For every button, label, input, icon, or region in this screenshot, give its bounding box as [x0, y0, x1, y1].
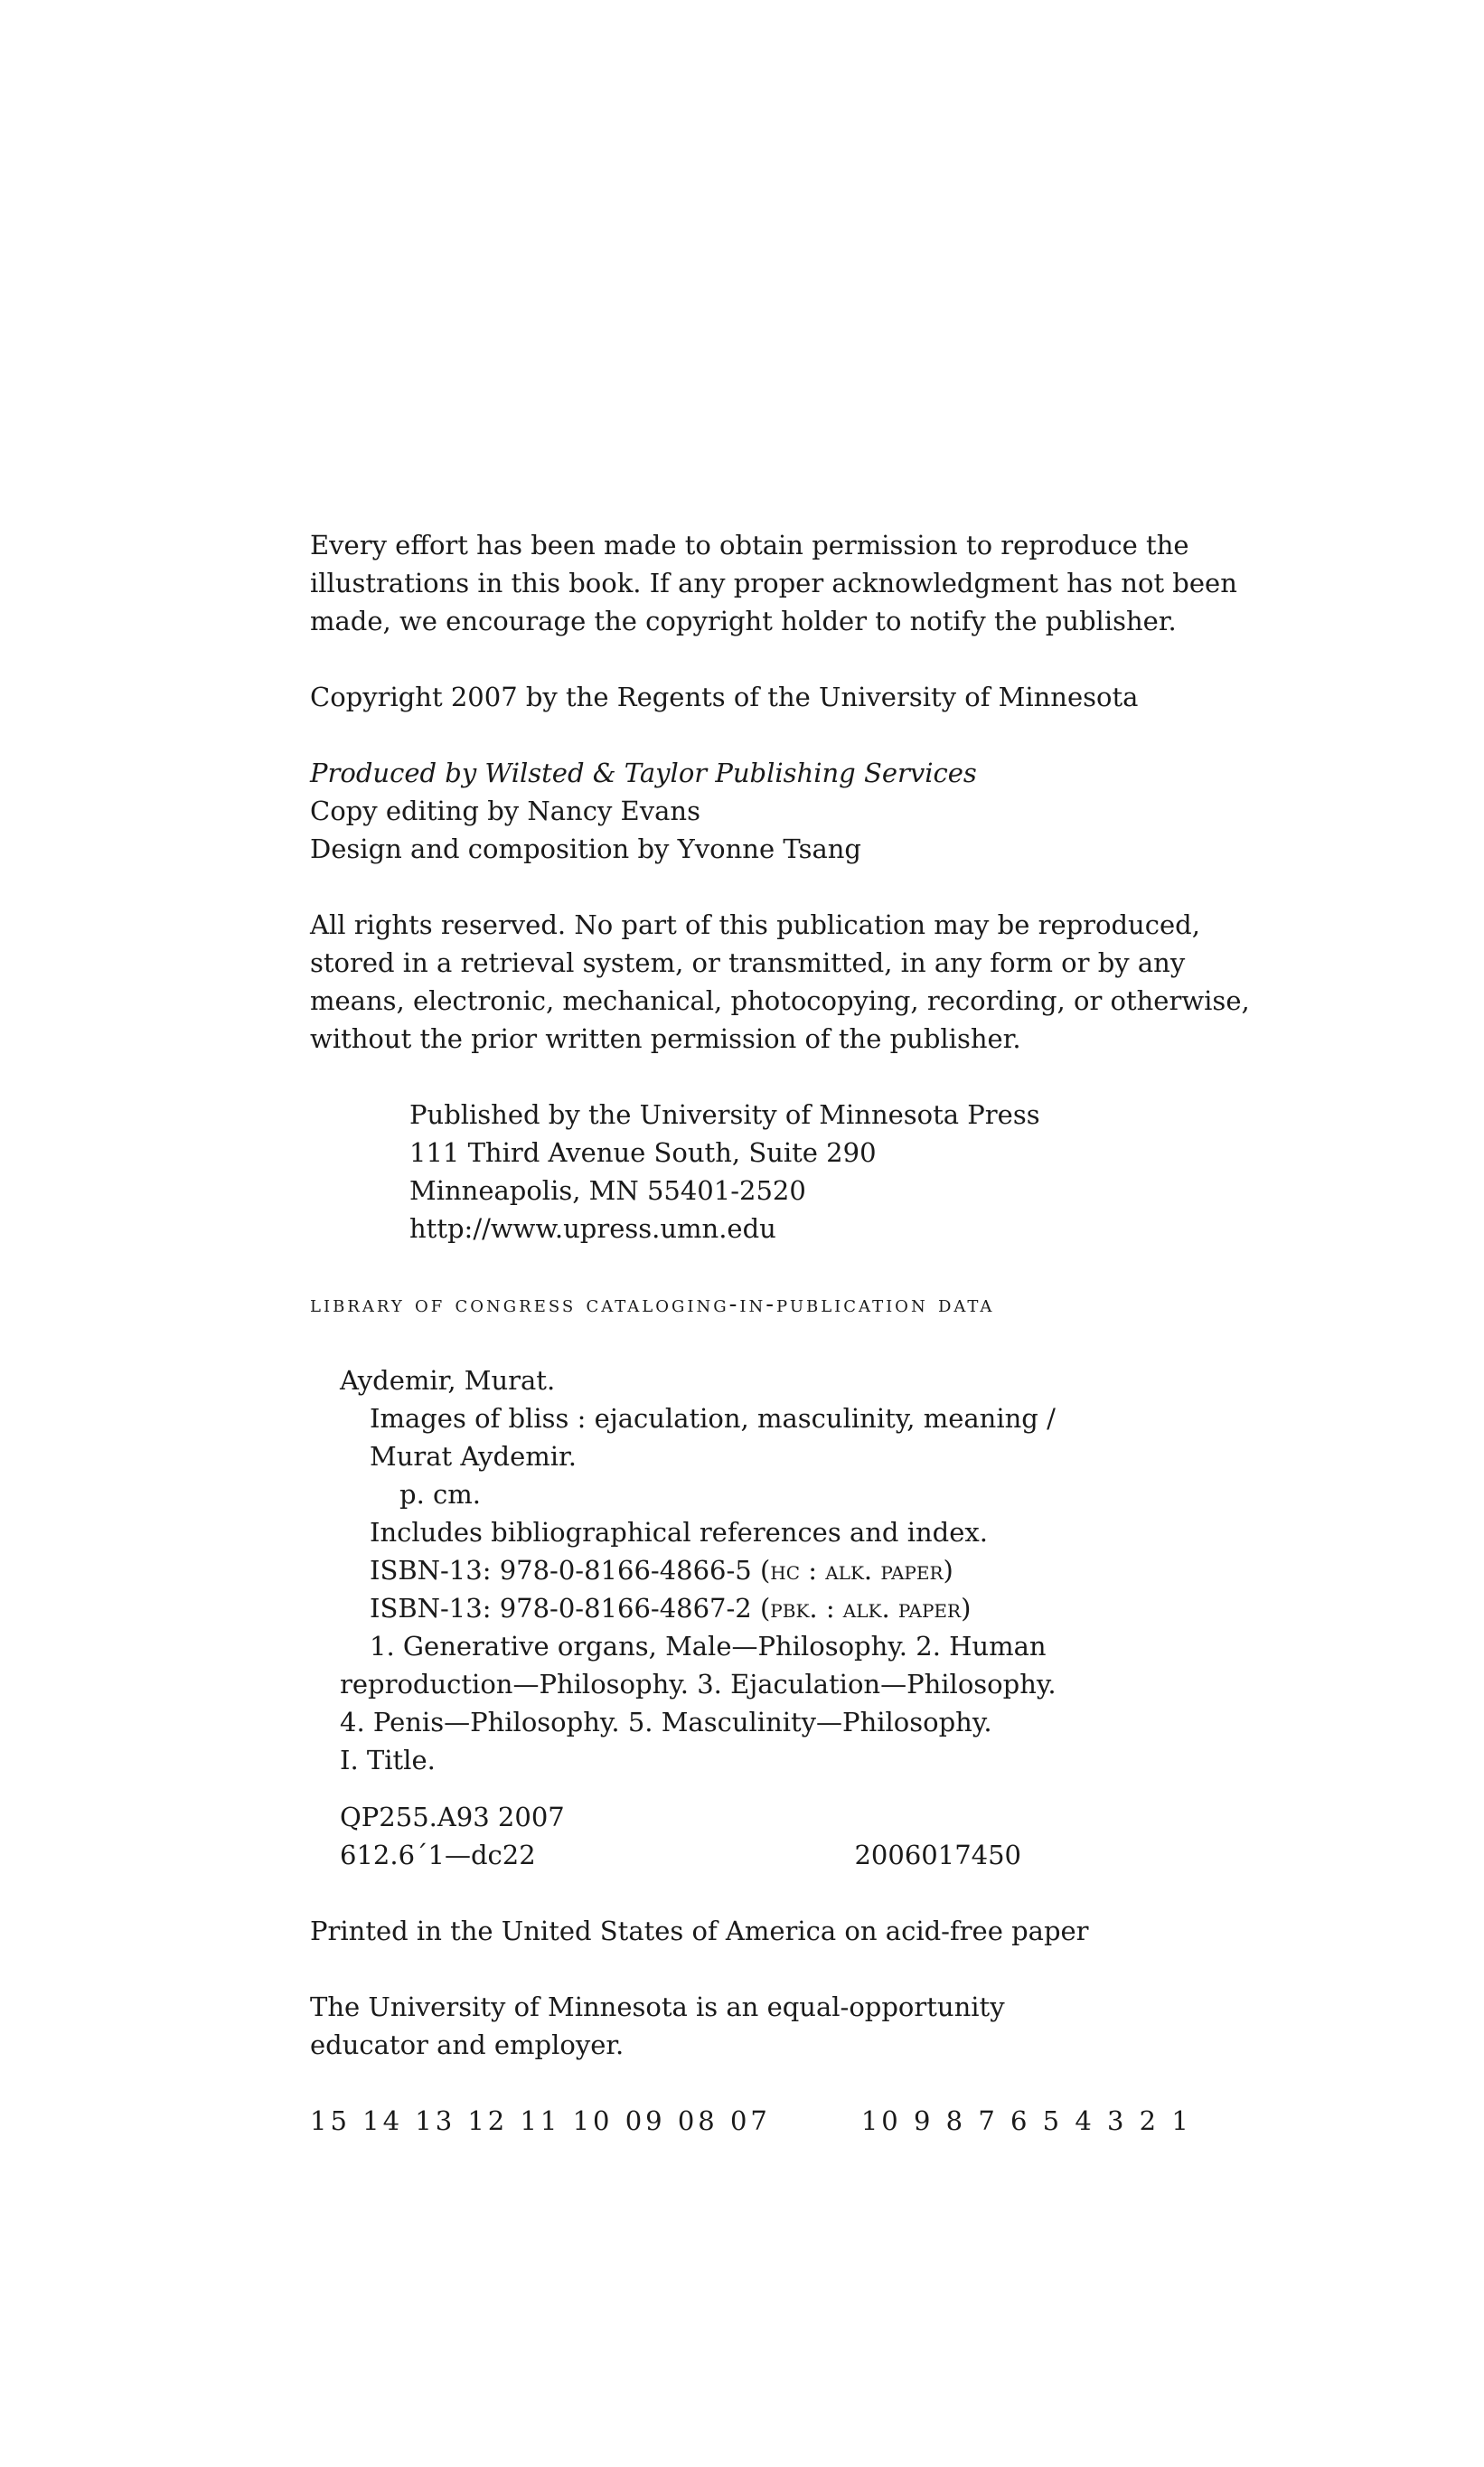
publisher-city: Minneapolis, MN 55401-2520: [409, 1175, 806, 1206]
publisher-block: [310, 1096, 1214, 1248]
cip-subject-line: 4. Penis—Philosophy. 5. Masculinity—Philosophy.: [340, 1707, 992, 1737]
eo-line: The University of Minnesota is an equal-opportunity: [310, 1991, 1005, 2022]
cip-subject-line: I. Title.: [340, 1745, 436, 1775]
cip-lccn: 2006017450: [854, 1840, 1021, 1870]
equal-opportunity-statement: [310, 1988, 1214, 2064]
rights-line: All rights reserved. No part of this publication may be reproduced,: [310, 909, 1200, 940]
cip-subject-line: 1. Generative organs, Male—Philosophy. 2. Human: [370, 1631, 1047, 1662]
design-credit: Design and composition by Yvonne Tsang: [310, 833, 861, 864]
copyright-line: Copyright 2007 by the Regents of the University of Minnesota: [310, 682, 1139, 712]
produced-by: Produced by Wilsted & Taylor Publishing Services: [310, 758, 977, 788]
rights-line: stored in a retrieval system, or transmitted, in any form or by any: [310, 947, 1186, 978]
cip-dewey: 612.6´1—dc22: [340, 1840, 536, 1870]
printing-years: 15 14 13 12 11 10 09 08 07: [310, 2105, 771, 2136]
cip-isbn-hc: ISBN-13: 978-0-8166-4866-5 (hc : alk. paper): [370, 1555, 953, 1586]
printing-impressions: 10 9 8 7 6 5 4 3 2 1: [860, 2105, 1192, 2136]
cip-title-continued: Murat Aydemir.: [370, 1441, 577, 1472]
rights-line: means, electronic, mechanical, photocopying, recording, or otherwise,: [310, 985, 1250, 1016]
rights-line: without the prior written permission of the publisher.: [310, 1023, 1021, 1054]
copy-editing-credit: Copy editing by Nancy Evans: [310, 796, 700, 826]
copyright-statement: [310, 678, 1214, 716]
page-content: [310, 526, 1250, 2140]
cip-heading: library of congress cataloging-in-publication data: [310, 1291, 995, 1318]
cip-notes: Includes bibliographical references and index.: [370, 1517, 988, 1548]
cip-physical: p. cm.: [399, 1479, 481, 1510]
cip-heading-block: [310, 1285, 1214, 1323]
eo-line: educator and employer.: [310, 2029, 625, 2060]
permission-line: Every effort has been made to obtain permission to reproduce the: [310, 530, 1189, 560]
publisher-address: 111 Third Avenue South, Suite 290: [409, 1137, 877, 1168]
cip-subject-line: reproduction—Philosophy. 3. Ejaculation—Philosophy.: [340, 1669, 1057, 1700]
rights-reserved: [310, 906, 1250, 1058]
permission-line: illustrations in this book. If any proper acknowledgment has not been: [310, 568, 1237, 598]
cip-author: Aydemir, Murat.: [340, 1365, 556, 1396]
cip-isbn-pbk: ISBN-13: 978-0-8166-4867-2 (pbk. : alk. paper): [370, 1593, 972, 1624]
publisher-name: Published by the University of Minnesota Press: [409, 1099, 1040, 1130]
printed-line: Printed in the United States of America on acid-free paper: [310, 1916, 1089, 1946]
cip-title: Images of bliss : ejaculation, masculinity, meaning /: [370, 1403, 1056, 1434]
publisher-url: http://www.upress.umn.edu: [409, 1213, 776, 1244]
permission-notice: [310, 526, 1237, 640]
cip-lc-call-number: QP255.A93 2007: [340, 1802, 565, 1832]
printed-statement: [310, 1912, 1214, 1950]
production-credits: [310, 754, 1214, 868]
printing-line: [310, 2102, 1214, 2140]
permission-line: made, we encourage the copyright holder to notify the publisher.: [310, 606, 1177, 636]
cip-record: [310, 1361, 1214, 1874]
cip-classification-row: [340, 1836, 1021, 1874]
